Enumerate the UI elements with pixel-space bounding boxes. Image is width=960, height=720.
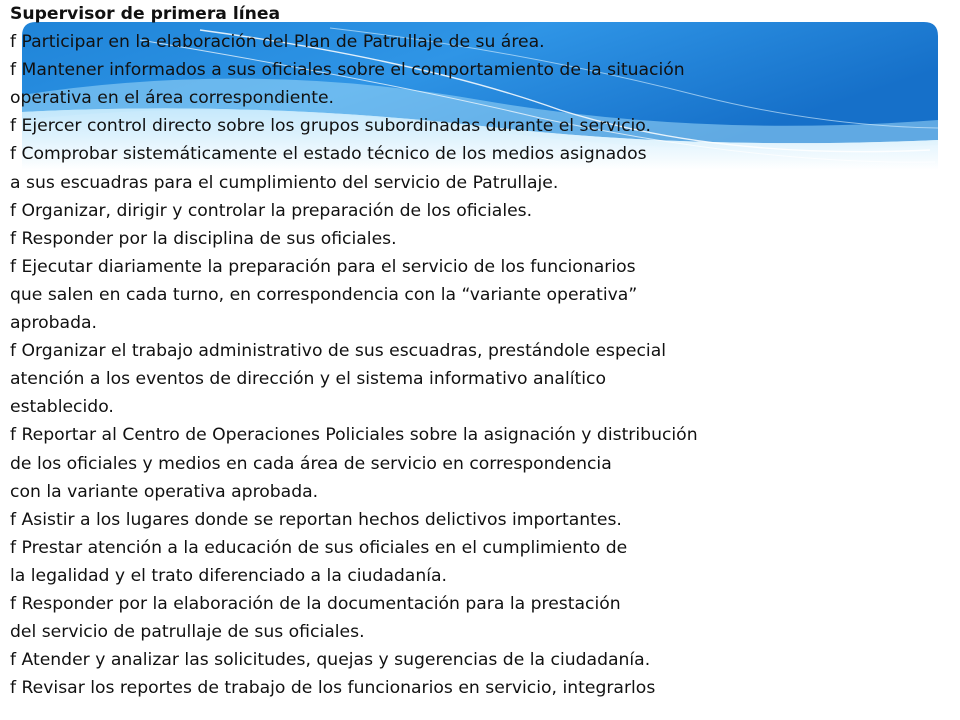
duty-line: atención a los eventos de dirección y el sistema informativo analítico xyxy=(10,369,606,390)
duty-line: f Mantener informados a sus oficiales sobre el comportamiento de la situación xyxy=(10,60,685,81)
duty-line: f Responder por la elaboración de la documentación para la prestación xyxy=(10,593,621,614)
duty-line: f Revisar los reportes de trabajo de los funcionarios en servicio, integrarlos xyxy=(10,678,656,699)
duty-line: establecido. xyxy=(10,397,114,418)
duty-line: f Atender y analizar las solicitudes, quejas y sugerencias de la ciudadanía. xyxy=(10,650,651,671)
duty-line: f Prestar atención a la educación de sus oficiales en el cumplimiento de xyxy=(10,537,628,558)
duty-line: f Participar en la elaboración del Plan de Patrullaje de su área. xyxy=(10,32,545,53)
duty-line: f Responder por la disciplina de sus oficiales. xyxy=(10,228,397,249)
duty-line: con la variante operativa aprobada. xyxy=(10,481,319,502)
duty-line: f Organizar, dirigir y controlar la preparación de los oficiales. xyxy=(10,200,533,221)
duty-line: de los oficiales y medios en cada área de servicio en correspondencia xyxy=(10,453,612,474)
duty-line: f Ejercer control directo sobre los grupos subordinadas durante el servicio. xyxy=(10,116,651,137)
duty-line: f Asistir a los lugares donde se reportan hechos delictivos importantes. xyxy=(10,509,622,530)
duty-line: que salen en cada turno, en correspondencia con la “variante operativa” xyxy=(10,284,638,305)
duty-line: f Comprobar sistemáticamente el estado técnico de los medios asignados xyxy=(10,144,647,165)
slide-title: Supervisor de primera línea xyxy=(10,4,281,24)
duty-line: operativa en el área correspondiente. xyxy=(10,88,335,109)
duties-list xyxy=(10,28,950,702)
duty-line: aprobada. xyxy=(10,313,97,334)
duty-line: del servicio de patrullaje de sus oficiales. xyxy=(10,622,365,643)
duty-line: f Reportar al Centro de Operaciones Policiales sobre la asignación y distribución xyxy=(10,425,698,446)
duty-line: f Organizar el trabajo administrativo de sus escuadras, prestándole especial xyxy=(10,341,667,362)
duty-line: a sus escuadras para el cumplimiento del servicio de Patrullaje. xyxy=(10,172,559,193)
duty-line: f Ejecutar diariamente la preparación para el servicio de los funcionarios xyxy=(10,256,636,277)
duty-line: la legalidad y el trato diferenciado a la ciudadanía. xyxy=(10,565,447,586)
slide-content xyxy=(10,0,950,702)
